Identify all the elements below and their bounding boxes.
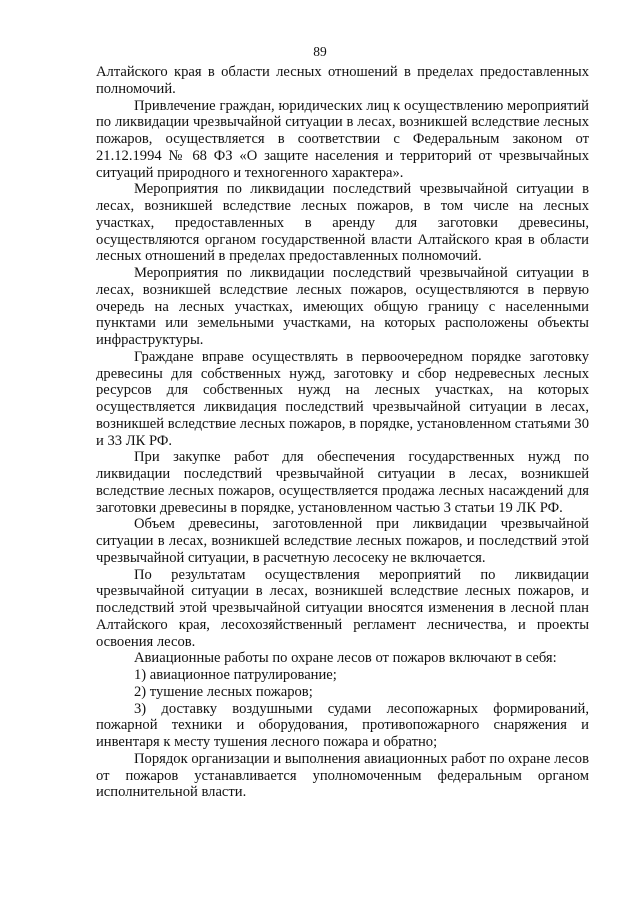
- paragraph: Порядок организации и выполнения авиационных работ по охране лесов от пожаров устанавливается уполномоченным федеральным органом исполнительной власти.: [96, 750, 589, 801]
- paragraph: По результатам осуществления мероприятий по ликвидации чрезвычайной ситуации в лесах, возникшей вследствие лесных пожаров, и последствий этой чрезвычайной ситуации вносятся изменения в лесной план Алтайского края, лесохозяйственный регламент лесничества, и проекты освоения лесов.: [96, 566, 589, 650]
- paragraph: Граждане вправе осуществлять в первоочередном порядке заготовку древесины для собственных нужд, заготовку и сбор недревесных лесных ресурсов для собственных нужд на лесных участках, на которых осуществляется ликвидация последствий чрезвычайной ситуации в лесах, возникшей вследствие лесных пожаров, в порядке, установленном статьями 30 и 33 ЛК РФ.: [96, 348, 589, 449]
- paragraph: Объем древесины, заготовленной при ликвидации чрезвычайной ситуации в лесах, возникшей вследствие лесных пожаров, и последствий этой чрезвычайной ситуации, в расчетную лесосеку не включается.: [96, 516, 589, 566]
- list-item: 1) авиационное патрулирование;: [134, 667, 337, 683]
- paragraph: При закупке работ для обеспечения государственных нужд по ликвидации последствий чрезвычайной ситуации в лесах, возникшей вследствие лесных пожаров, осуществляется продажа лесных насаждений для заготовки древесины в порядке, установленном частью 3 статьи 19 ЛК РФ.: [96, 449, 589, 516]
- page-number: 89: [313, 44, 327, 59]
- paragraph: Мероприятия по ликвидации последствий чрезвычайной ситуации в лесах, возникшей вследствие лесных пожаров, осуществляются в первую очередь на лесных участках, имеющих общую границу с населенными пунктами или земельными участками, на которых расположены объекты инфраструктуры.: [96, 265, 589, 348]
- paragraph: Привлечение граждан, юридических лиц к осуществлению мероприятий по ликвидации чрезвычайной ситуации в лесах, возникшей вследствие лесных пожаров, осуществляется в соответствии с Федеральным законом от 21.12.1994 № 68 ФЗ «О защите населения и территорий от чрезвычайных ситуаций природного и техногенного характера».: [96, 97, 589, 181]
- page-body: [96, 64, 589, 801]
- list-item: 3) доставку воздушными судами лесопожарных формирований, пожарной техники и оборудования, противопожарного снаряжения и инвентаря к месту тушения лесного пожара и обратно;: [96, 700, 589, 750]
- list-item: 2) тушение лесных пожаров;: [134, 683, 313, 700]
- paragraph: Авиационные работы по охране лесов от пожаров включают в себя:: [134, 650, 557, 667]
- paragraph: Алтайского края в области лесных отношений в пределах предоставленных полномочий.: [96, 64, 589, 97]
- paragraph: Мероприятия по ликвидации последствий чрезвычайной ситуации в лесах, возникшей вследствие лесных пожаров, в том числе на лесных участках, предоставленных в аренду для заготовки древесины, осуществляются органом государственной власти Алтайского края в области лесных отношений в пределах предоставленных полномочий.: [96, 181, 589, 265]
